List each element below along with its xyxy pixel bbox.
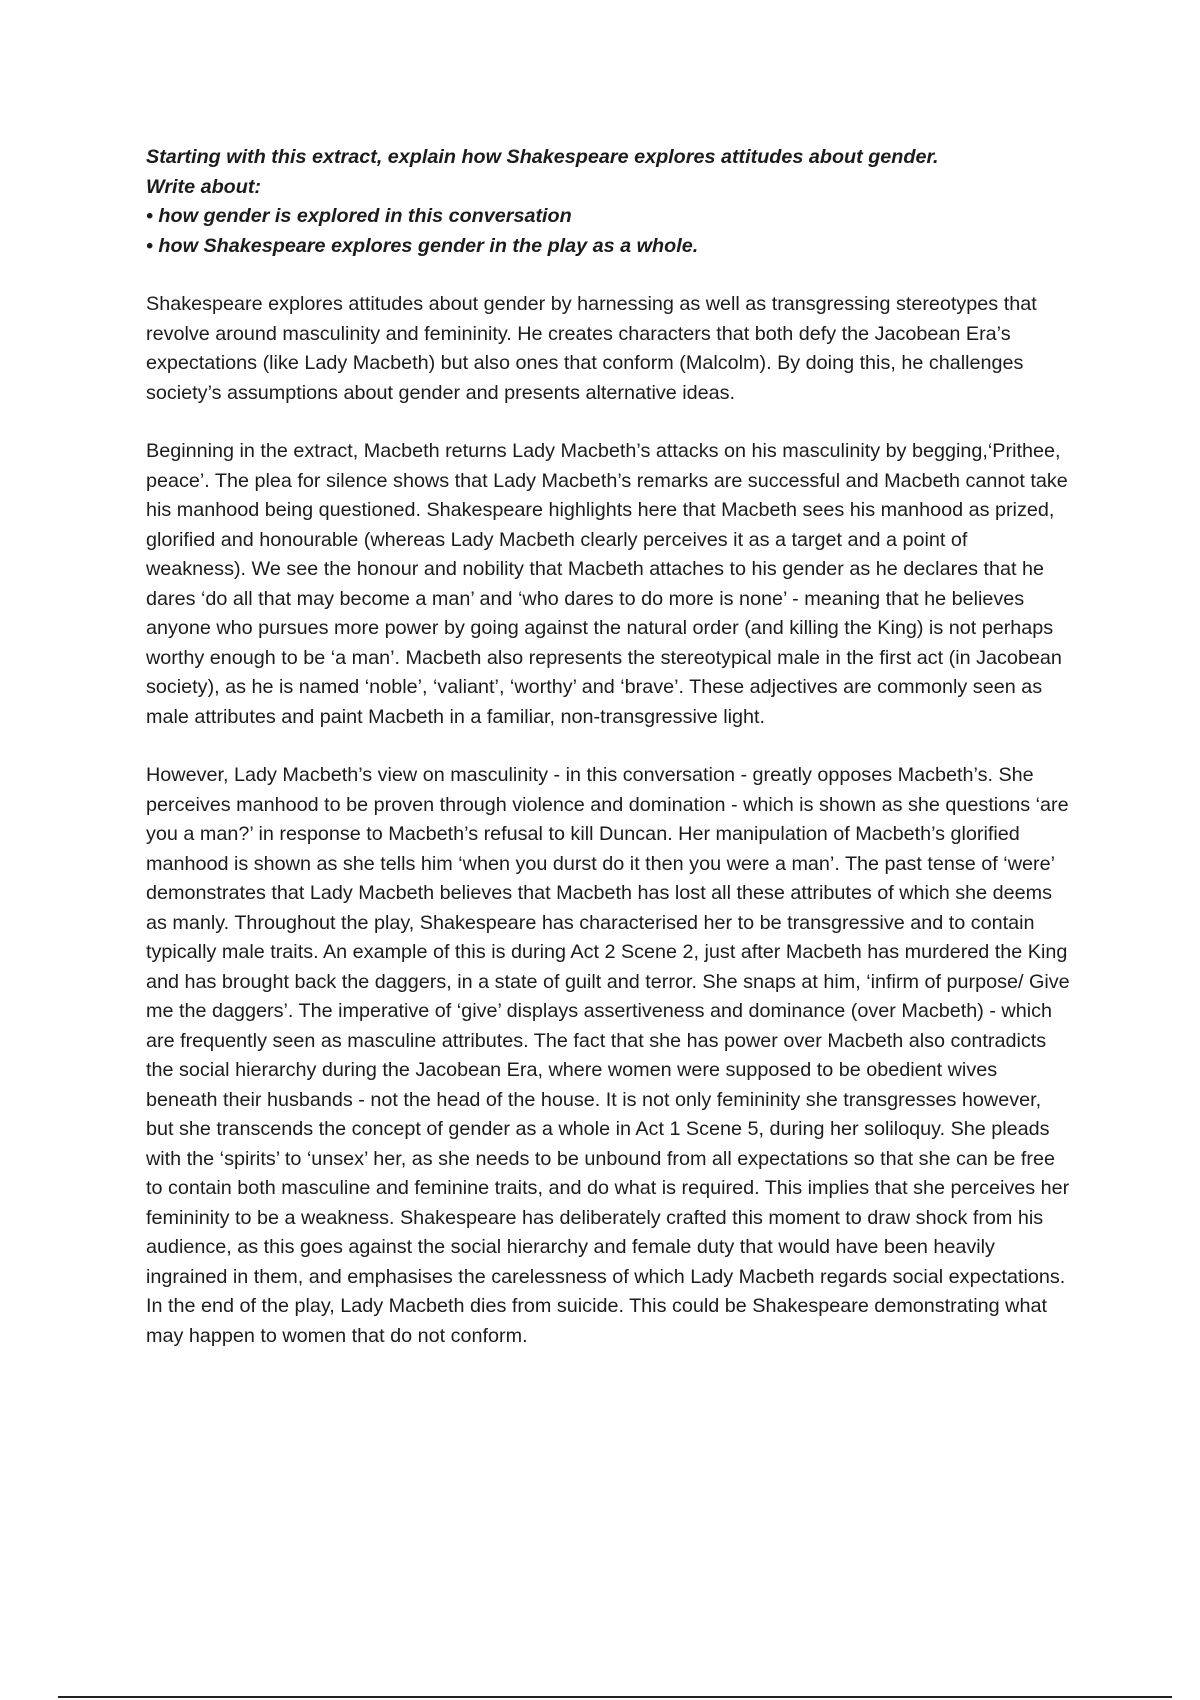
question-instruction: Write about: — [146, 175, 262, 198]
exam-question — [146, 143, 1070, 261]
page-bottom-rule — [58, 1696, 1172, 1698]
essay-paragraph-intro: Shakespeare explores attitudes about gender by harnessing as well as transgressing stereotypes that revolve around masculinity and femininity. He creates characters that both defy the Jacobean Era’s expectations (like Lady Macbeth) but also ones that conform (Malcolm). By doing this, he challenges society’s assumptions about gender and presents alternative ideas. — [146, 293, 1037, 404]
question-bullet: • how gender is explored in this conversation — [146, 205, 572, 227]
essay-paragraph-lady-macbeth: However, Lady Macbeth’s view on masculinity - in this conversation - greatly opposes Macbeth’s. She perceives manhood to be proven through violence and domination - which is shown as she questions ‘are you a man?’ in response to Macbeth’s refusal to kill Duncan. Her manipulation of Macbeth’s glorified manhood is shown as she tells him ‘when you durst do it then you were a man’. The past tense of ‘were’ demonstrates that Lady Macbeth believes that Macbeth has lost all these attributes of which she deems as manly. Throughout the play, Shakespeare has characterised her to be transgressive and to contain typically male traits. An example of this is during Act 2 Scene 2, just after Macbeth has murdered the King and has brought back the daggers, in a state of guilt and terror. She snaps at him, ‘infirm of purpose/ Give me the daggers’. The imperative of ‘give’ displays assertiveness and dominance (over Macbeth) - which are frequently seen as masculine attributes. The fact that she has power over Macbeth also contradicts the social hierarchy during the Jacobean Era, where women were supposed to be obedient wives beneath their husbands - not the head of the house. It is not only femininity she transgresses however, but she transcends the concept of gender as a whole in Act 1 Scene 5, during her soliloquy. She pleads with the ‘spirits’ to ‘unsex’ her, as she needs to be unbound from all expectations so that she can be free to contain both masculine and feminine traits, and do what is required. This implies that she perceives her femininity to be a weakness. Shakespeare has deliberately crafted this moment to draw shock from his audience, as this goes against the social hierarchy and female duty that would have been heavily ingrained in them, and emphasises the carelessness of which Lady Macbeth regards social expectations. In the end of the play, Lady Macbeth dies from suicide. This could be Shakespeare demonstrating what may happen to women that do not conform. — [146, 764, 1070, 1347]
question-prompt: Starting with this extract, explain how Shakespeare explores attitudes about gender. — [146, 146, 939, 168]
question-bullet: • how Shakespeare explores gender in the play as a whole. — [146, 234, 699, 257]
essay-paragraph-macbeth: Beginning in the extract, Macbeth returns Lady Macbeth’s attacks on his masculinity by begging,‘Prithee, peace’. The plea for silence shows that Lady Macbeth’s remarks are successful and Macbeth cannot take his manhood being questioned. Shakespeare highlights here that Macbeth sees his manhood as prized, glorified and honourable (whereas Lady Macbeth clearly perceives it as a target and a point of weakness). We see the honour and nobility that Macbeth attaches to his gender as he declares that he dares ‘do all that may become a man’ and ‘who dares to do more is none’ - meaning that he believes anyone who pursues more power by going against the natural order (and killing the King) is not perhaps worthy enough to be ‘a man’. Macbeth also represents the stereotypical male in the first act (in Jacobean society), as he is named ‘noble’, ‘valiant’, ‘worthy’ and ‘brave’. These adjectives are commonly seen as male attributes and paint Macbeth in a familiar, non-transgressive light. — [146, 440, 1068, 728]
document-page — [146, 143, 1070, 1351]
